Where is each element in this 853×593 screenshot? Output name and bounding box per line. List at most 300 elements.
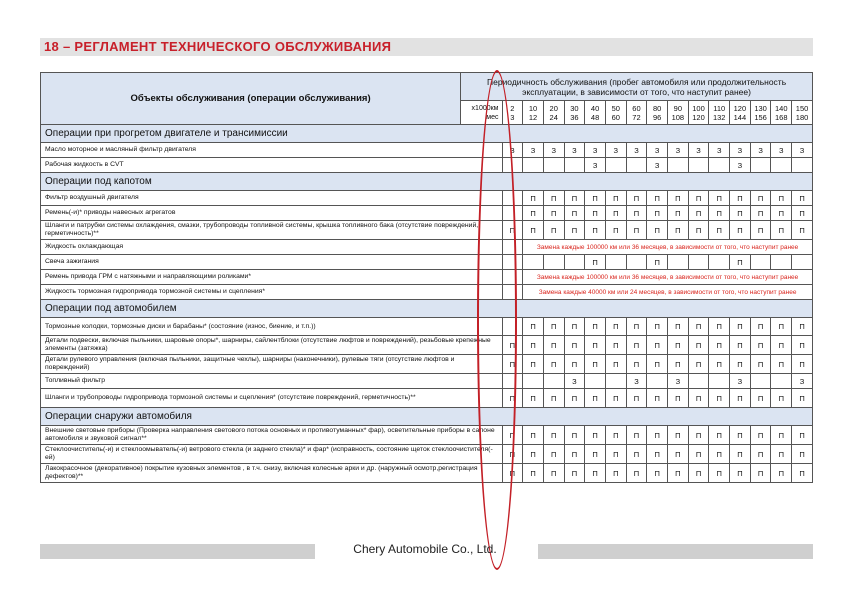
interval-cell: З (564, 143, 585, 158)
table-row (41, 336, 813, 355)
interval-cell (626, 158, 647, 173)
interval-cell: П (564, 355, 585, 374)
interval-cell: П (523, 426, 544, 445)
interval-cell: П (709, 445, 730, 464)
interval-cell (564, 158, 585, 173)
interval-cell: П (523, 336, 544, 355)
interval-cell: П (647, 355, 668, 374)
interval-cell: П (730, 355, 751, 374)
interval-cell: З (523, 143, 544, 158)
interval-cell: П (543, 464, 564, 483)
interval-km: 130 (754, 103, 767, 113)
interval-cell: П (502, 221, 523, 240)
interval-header (605, 101, 626, 125)
interval-cell (543, 255, 564, 270)
interval-km: 120 (733, 103, 747, 113)
interval-cell (523, 158, 544, 173)
operation-name: Свеча зажигания (41, 255, 503, 270)
interval-cell: П (605, 445, 626, 464)
operation-name: Детали подвески, включая пыльники, шаровые опоры*, шарниры, сайлентблоки (отсутствие люфтов и повреждений), резьбовые крепежные элементы (затяжка) (41, 336, 503, 355)
interval-cell: З (730, 158, 751, 173)
interval-month: 144 (733, 112, 747, 122)
interval-cell: П (647, 255, 668, 270)
interval-cell: П (564, 221, 585, 240)
interval-cell: П (502, 355, 523, 374)
interval-month: 60 (611, 112, 620, 122)
interval-cell: П (585, 318, 606, 336)
interval-km: 100 (692, 103, 705, 113)
table-row (41, 158, 813, 173)
interval-cell: П (585, 206, 606, 221)
interval-cell: П (523, 221, 544, 240)
interval-header (647, 101, 668, 125)
interval-km: 90 (673, 103, 683, 113)
interval-cell: П (688, 336, 709, 355)
period-header: Периодичность обслуживания (пробег автомобиля или продолжительность эксплуатации, в зависимости от того, что наступит ранее) (461, 73, 813, 101)
interval-month: 156 (754, 112, 767, 122)
interval-cell: П (564, 318, 585, 336)
interval-cell (564, 255, 585, 270)
table-row (41, 143, 813, 158)
interval-cell: П (792, 191, 813, 206)
interval-cell: П (771, 318, 792, 336)
interval-cell: П (730, 389, 751, 408)
interval-cell: З (647, 158, 668, 173)
operation-name: Тормозные колодки, тормозные диски и барабаны* (состояние (износ, биение, и т.п.)) (41, 318, 503, 336)
interval-month: 180 (795, 112, 809, 122)
interval-cell: З (585, 158, 606, 173)
operation-name: Ремень привода ГРМ с натяжными и направляющими роликами* (41, 270, 503, 285)
interval-cell: З (730, 374, 751, 389)
interval-cell: П (564, 389, 585, 408)
interval-cell (626, 255, 647, 270)
interval-cell (502, 240, 523, 255)
interval-header (543, 101, 564, 125)
operation-name: Внешние световые приборы (Проверка направления светового потока основных и противотуманных* фар), осветительные приборы в салоне автомобиля и звуковой сигнал** (41, 426, 503, 445)
interval-cell: П (750, 426, 771, 445)
interval-km: 140 (775, 103, 788, 113)
interval-cell: З (668, 374, 689, 389)
interval-cell: П (771, 389, 792, 408)
interval-cell: П (605, 191, 626, 206)
interval-cell: П (626, 221, 647, 240)
table-row (41, 255, 813, 270)
section-title: Операции под капотом (41, 173, 813, 191)
interval-cell: П (605, 426, 626, 445)
interval-cell: П (564, 336, 585, 355)
interval-cell: П (792, 426, 813, 445)
interval-km: 10 (528, 103, 538, 113)
interval-cell: П (792, 389, 813, 408)
interval-cell (502, 285, 523, 300)
interval-cell: П (709, 206, 730, 221)
interval-cell: З (626, 374, 647, 389)
interval-cell: П (543, 426, 564, 445)
section-title: Операции снаружи автомобиля (41, 408, 813, 426)
interval-cell: П (668, 389, 689, 408)
interval-cell (585, 374, 606, 389)
interval-cell (771, 158, 792, 173)
interval-cell: П (585, 255, 606, 270)
interval-cell: П (750, 221, 771, 240)
interval-cell: З (668, 143, 689, 158)
interval-cell: П (730, 255, 751, 270)
interval-cell: П (668, 445, 689, 464)
interval-header (564, 101, 585, 125)
interval-cell: П (647, 336, 668, 355)
interval-cell: П (688, 206, 709, 221)
operation-name: Стеклоочиститель(-и) и стеклоомыватель(-и) ветрового стекла (и заднего стекла)* и фар* (исправность, состояние щеток стеклоочистителя(-ей) (41, 445, 503, 464)
interval-cell: П (502, 445, 523, 464)
interval-cell (688, 374, 709, 389)
interval-cell (709, 255, 730, 270)
interval-km: 50 (611, 103, 620, 113)
unit-label (461, 101, 502, 125)
interval-cell (709, 374, 730, 389)
interval-km: 60 (632, 103, 641, 113)
interval-cell: П (543, 191, 564, 206)
interval-cell: П (585, 426, 606, 445)
interval-cell (750, 158, 771, 173)
table-row (41, 374, 813, 389)
interval-cell: З (647, 143, 668, 158)
interval-month: 96 (652, 112, 662, 122)
interval-cell (523, 374, 544, 389)
interval-cell: П (792, 445, 813, 464)
interval-cell: П (647, 318, 668, 336)
interval-cell: П (523, 318, 544, 336)
interval-cell: П (750, 206, 771, 221)
interval-month: 168 (775, 112, 788, 122)
interval-cell: П (730, 221, 751, 240)
interval-cell: П (647, 206, 668, 221)
interval-month: 24 (549, 112, 558, 122)
interval-cell (688, 255, 709, 270)
interval-cell (502, 191, 523, 206)
table-row (41, 318, 813, 336)
interval-cell: П (771, 191, 792, 206)
interval-cell (502, 158, 523, 173)
interval-cell (543, 158, 564, 173)
interval-cell: П (585, 464, 606, 483)
interval-cell: З (730, 143, 751, 158)
interval-cell: П (730, 318, 751, 336)
interval-cell: П (730, 206, 751, 221)
table-row (41, 426, 813, 445)
interval-cell: П (543, 389, 564, 408)
operation-name: Лакокрасочное (декоративное) покрытие кузовных элементов , в т.ч. снизу, включая колесные арки и др. (наружный осмотр,регистрация дефектов)** (41, 464, 503, 483)
interval-cell: П (709, 221, 730, 240)
interval-cell: П (688, 464, 709, 483)
interval-km: 80 (652, 103, 662, 113)
interval-cell: П (626, 191, 647, 206)
interval-cell (523, 255, 544, 270)
table-row (41, 240, 813, 255)
interval-cell: З (543, 143, 564, 158)
interval-cell: П (564, 191, 585, 206)
interval-cell: П (792, 221, 813, 240)
interval-cell: П (730, 336, 751, 355)
interval-cell (792, 158, 813, 173)
interval-cell: П (668, 318, 689, 336)
interval-cell: П (626, 389, 647, 408)
objects-header: Объекты обслуживания (операции обслуживания) (41, 73, 461, 125)
interval-cell: П (585, 221, 606, 240)
interval-cell: П (585, 191, 606, 206)
interval-cell: П (502, 389, 523, 408)
interval-month: 72 (632, 112, 641, 122)
interval-cell: П (585, 445, 606, 464)
table-row (41, 206, 813, 221)
interval-cell: П (543, 355, 564, 374)
interval-cell (771, 374, 792, 389)
interval-cell: П (688, 191, 709, 206)
interval-cell: П (502, 336, 523, 355)
interval-cell: П (792, 336, 813, 355)
interval-cell: П (626, 445, 647, 464)
operation-name: Жидкость тормозная гидропривода тормозной системы и сцепления* (41, 285, 503, 300)
unit-km: x1000км (471, 104, 499, 112)
interval-cell (502, 374, 523, 389)
interval-cell: З (502, 143, 523, 158)
interval-cell: П (730, 191, 751, 206)
interval-header (626, 101, 647, 125)
interval-header (688, 101, 709, 125)
interval-header (668, 101, 689, 125)
operation-name: Топливный фильтр (41, 374, 503, 389)
interval-cell: П (750, 389, 771, 408)
interval-cell: П (709, 336, 730, 355)
interval-cell: П (605, 221, 626, 240)
interval-cell (709, 158, 730, 173)
interval-cell: П (647, 389, 668, 408)
interval-cell (668, 158, 689, 173)
interval-cell: П (605, 355, 626, 374)
table-row (41, 355, 813, 374)
interval-cell: П (502, 464, 523, 483)
interval-cell: П (523, 464, 544, 483)
interval-cell: П (626, 426, 647, 445)
interval-cell: П (543, 206, 564, 221)
interval-cell: П (792, 206, 813, 221)
interval-cell: З (605, 143, 626, 158)
section-title: Операции при прогретом двигателе и трансимиссии (41, 125, 813, 143)
interval-cell: П (709, 355, 730, 374)
operation-name: Шланги и трубопроводы гидропривода тормозной системы и сцепления* (отсутствие повреждений, герметичность)** (41, 389, 503, 408)
interval-cell (605, 255, 626, 270)
interval-cell: П (688, 445, 709, 464)
interval-cell: П (523, 445, 544, 464)
interval-cell: П (564, 445, 585, 464)
interval-cell: П (709, 464, 730, 483)
interval-cell: П (730, 426, 751, 445)
interval-cell: П (605, 389, 626, 408)
interval-cell (543, 374, 564, 389)
interval-header (730, 101, 751, 125)
table-row (41, 191, 813, 206)
interval-cell: П (688, 355, 709, 374)
interval-cell: П (709, 191, 730, 206)
interval-cell: П (543, 336, 564, 355)
interval-header (502, 101, 523, 125)
interval-cell: П (626, 464, 647, 483)
interval-cell: П (626, 355, 647, 374)
interval-cell: П (523, 191, 544, 206)
interval-cell: П (688, 389, 709, 408)
interval-header (792, 101, 813, 125)
interval-cell: П (668, 426, 689, 445)
interval-cell: П (605, 318, 626, 336)
section-title: Операции под автомобилем (41, 300, 813, 318)
interval-cell: П (709, 426, 730, 445)
interval-cell: П (668, 355, 689, 374)
interval-cell: П (626, 206, 647, 221)
interval-cell: П (626, 336, 647, 355)
interval-cell: П (668, 336, 689, 355)
interval-month: 48 (590, 112, 600, 122)
interval-cell: П (668, 464, 689, 483)
table-row (41, 464, 813, 483)
interval-cell: П (668, 221, 689, 240)
operation-name: Рабочая жидкость в CVT (41, 158, 503, 173)
interval-header (771, 101, 792, 125)
interval-cell: П (605, 336, 626, 355)
interval-cell: П (585, 355, 606, 374)
interval-cell: П (605, 464, 626, 483)
interval-header (750, 101, 771, 125)
interval-cell: П (647, 221, 668, 240)
table-row (41, 285, 813, 300)
interval-cell: П (523, 206, 544, 221)
interval-month: 120 (692, 112, 705, 122)
interval-cell: П (647, 464, 668, 483)
interval-cell (502, 270, 523, 285)
interval-cell: П (792, 464, 813, 483)
interval-month: 3 (510, 112, 515, 122)
interval-cell: П (585, 336, 606, 355)
interval-header (709, 101, 730, 125)
interval-cell: П (709, 318, 730, 336)
interval-cell: П (771, 445, 792, 464)
interval-cell: П (543, 221, 564, 240)
interval-cell: П (750, 355, 771, 374)
interval-cell (750, 255, 771, 270)
interval-cell: П (688, 221, 709, 240)
interval-cell (502, 318, 523, 336)
interval-cell: П (523, 355, 544, 374)
interval-cell (605, 158, 626, 173)
interval-header (585, 101, 606, 125)
interval-header (523, 101, 544, 125)
interval-cell: П (709, 389, 730, 408)
interval-month: 36 (570, 112, 579, 122)
interval-cell: П (688, 426, 709, 445)
interval-cell (502, 255, 523, 270)
replacement-note: Замена каждые 40000 км или 24 месяцев, в зависимости от того, что наступит ранее (523, 285, 813, 300)
interval-cell (792, 255, 813, 270)
table-row (41, 221, 813, 240)
operation-name: Фильтр воздушный двигателя (41, 191, 503, 206)
interval-cell: П (750, 336, 771, 355)
interval-cell: П (647, 426, 668, 445)
unit-month: мес (486, 113, 499, 121)
interval-cell: П (626, 318, 647, 336)
operation-name: Ремень(-и)* приводы навесных агрегатов (41, 206, 503, 221)
interval-cell: З (585, 143, 606, 158)
maintenance-table (40, 72, 813, 517)
replacement-note: Замена каждые 100000 км или 36 месяцев, в зависимости от того, что наступит ранее (523, 270, 813, 285)
interval-cell: П (564, 464, 585, 483)
table-row (41, 445, 813, 464)
interval-cell (605, 374, 626, 389)
interval-cell: П (792, 318, 813, 336)
interval-cell: П (771, 206, 792, 221)
interval-month: 132 (712, 112, 726, 122)
interval-cell: П (771, 221, 792, 240)
interval-cell: П (523, 389, 544, 408)
interval-cell: П (750, 318, 771, 336)
interval-cell: З (626, 143, 647, 158)
footer-company: Chery Automobile Co., Ltd. (353, 542, 497, 556)
interval-cell: П (771, 336, 792, 355)
operation-name: Шланги и патрубки системы охлаждения, смазки, трубопроводы топливной системы, крышка топливного бака (отсутствие повреждений, герметичность)** (41, 221, 503, 240)
interval-cell: П (771, 464, 792, 483)
interval-cell: З (688, 143, 709, 158)
interval-cell: П (668, 191, 689, 206)
interval-cell: П (750, 445, 771, 464)
interval-cell (688, 158, 709, 173)
interval-cell: П (543, 445, 564, 464)
interval-cell: П (750, 464, 771, 483)
interval-cell: З (792, 143, 813, 158)
interval-cell: П (792, 355, 813, 374)
interval-cell: П (564, 426, 585, 445)
interval-cell: П (730, 445, 751, 464)
footer-bar-left (40, 544, 315, 559)
interval-km: 150 (795, 103, 809, 113)
operation-name: Детали рулевого управления (включая пыльники, защитные чехлы), шарниры (наконечники), рулевые тяги (отсутствие люфтов и повреждений) (41, 355, 503, 374)
interval-cell: П (502, 426, 523, 445)
interval-cell: З (750, 143, 771, 158)
interval-cell: П (730, 464, 751, 483)
interval-cell: П (771, 355, 792, 374)
interval-cell (502, 206, 523, 221)
interval-cell: П (605, 206, 626, 221)
interval-km: 20 (549, 103, 558, 113)
interval-km: 110 (713, 103, 726, 113)
interval-cell: З (771, 143, 792, 158)
interval-cell: З (709, 143, 730, 158)
interval-cell: П (668, 206, 689, 221)
table-row (41, 389, 813, 408)
interval-cell: П (585, 389, 606, 408)
interval-cell (668, 255, 689, 270)
interval-km: 40 (590, 103, 600, 113)
interval-cell: П (647, 191, 668, 206)
page-title: 18 – РЕГЛАМЕНТ ТЕХНИЧЕСКОГО ОБСЛУЖИВАНИЯ (44, 39, 392, 54)
operation-name: Жидкость охлаждающая (41, 240, 503, 255)
operation-name: Масло моторное и масляный фильтр двигателя (41, 143, 503, 158)
interval-cell: П (564, 206, 585, 221)
interval-cell (771, 255, 792, 270)
footer-bar-right (538, 544, 813, 559)
interval-cell: З (792, 374, 813, 389)
interval-cell: П (688, 318, 709, 336)
interval-month: 12 (528, 112, 538, 122)
interval-cell (647, 374, 668, 389)
interval-km: 30 (570, 103, 579, 113)
interval-cell (750, 374, 771, 389)
